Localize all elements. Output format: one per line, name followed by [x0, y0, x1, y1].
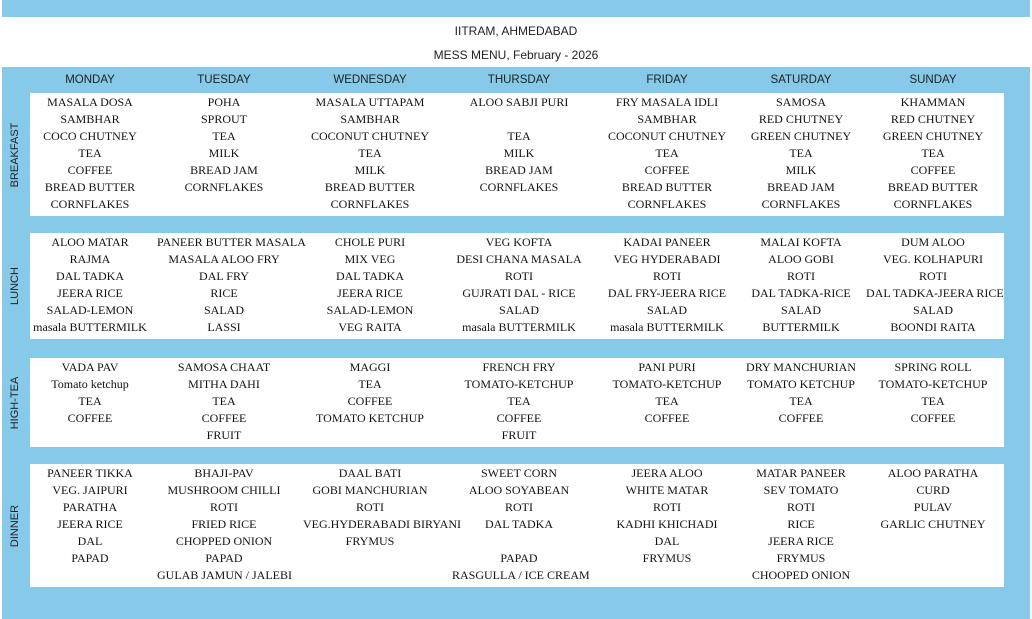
menu-item: ROTI [919, 269, 947, 283]
menu-item: VEG.HYDERABADI BIRYANI [303, 517, 461, 531]
menu-item: CHOOPED ONION [751, 568, 851, 582]
menu-item: DUM ALOO [901, 235, 965, 249]
menu-item: JEERA RICE [337, 286, 403, 300]
menu-item: TOMATO KETCHUP [316, 411, 424, 425]
menu-item: SALAD [912, 303, 953, 317]
menu-item: ROTI [787, 500, 815, 514]
menu-item: MASALA ALOO FRY [168, 252, 280, 266]
menu-item: LASSI [207, 320, 241, 334]
menu-item: GULAB JAMUN / JALEBI [157, 568, 292, 582]
menu-item: MASALA UTTAPAM [315, 95, 425, 109]
menu-item: DAL FRY [199, 269, 249, 283]
menu-item: ALOO SABJI PURI [469, 95, 569, 109]
menu-item: COCO CHUTNEY [43, 129, 137, 143]
menu-item: SAMBHAR [60, 112, 120, 126]
menu-item: RICE [210, 286, 238, 300]
menu-item: GUJRATI DAL - RICE [462, 286, 576, 300]
menu-item: MILK [354, 163, 386, 177]
menu-item: CURD [916, 483, 950, 497]
menu-item: MAGGI [349, 360, 391, 374]
menu-item: SALAD-LEMON [46, 303, 134, 317]
menu-item: SAMBHAR [637, 112, 697, 126]
menu-item: SWEET CORN [480, 466, 558, 480]
menu-item: DAL TADKA [55, 269, 125, 283]
menu-item: COFFEE [496, 411, 542, 425]
menu-sheet [2, 0, 1030, 619]
meal-panel-lunch [30, 233, 1004, 339]
menu-item: BREAD BUTTER [324, 180, 416, 194]
menu-item: WHITE MATAR [625, 483, 709, 497]
menu-item: SPROUT [200, 112, 247, 126]
menu-item: CORNFLAKES [627, 197, 707, 211]
menu-item: MILK [785, 163, 817, 177]
menu-item: VEG HYDERABADI [613, 252, 721, 266]
menu-item: PANI PURI [638, 360, 696, 374]
menu-item: MUSHROOM CHILLI [167, 483, 281, 497]
day-header-saturday: SATURDAY [770, 74, 832, 86]
menu-item: FRIED RICE [191, 517, 257, 531]
menu-item: BOONDI RAITA [890, 320, 976, 334]
menu-item: RICE [787, 517, 815, 531]
menu-item: MILK [208, 146, 240, 160]
day-header-monday: MONDAY [65, 74, 115, 86]
menu-item: JEERA RICE [57, 517, 123, 531]
menu-item: CORNFLAKES [761, 197, 841, 211]
menu-item: ALOO SOYABEAN [468, 483, 570, 497]
meal-panel-high-tea [30, 358, 1004, 447]
menu-item: VEG. KOLHAPURI [883, 252, 983, 266]
menu-item: SEV TOMATO [763, 483, 839, 497]
menu-item: JEERA ALOO [631, 466, 703, 480]
menu-item: SALAD [498, 303, 539, 317]
menu-item: KADHI KHICHADI [616, 517, 718, 531]
menu-item: TEA [212, 129, 236, 143]
menu-item: ROTI [505, 269, 533, 283]
menu-item: TEA [789, 394, 813, 408]
menu-item: PULAV [913, 500, 953, 514]
menu-item: PANEER BUTTER MASALA [157, 235, 306, 249]
menu-item: SALAD [646, 303, 687, 317]
menu-item: COFFEE [778, 411, 824, 425]
menu-item: ROTI [210, 500, 238, 514]
menu-item: BREAD BUTTER [621, 180, 713, 194]
menu-item: DAL [77, 534, 103, 548]
menu-item: COFFEE [347, 394, 393, 408]
menu-item: CHOPPED ONION [175, 534, 273, 548]
menu-item: FRUIT [206, 428, 242, 442]
menu-item: ROTI [653, 269, 681, 283]
menu-item: SAMBHAR [340, 112, 400, 126]
menu-item: RED CHUTNEY [758, 112, 844, 126]
menu-item: FRY MASALA IDLI [615, 95, 719, 109]
day-header-thursday: THURSDAY [487, 74, 551, 86]
menu-item: RASGULLA / ICE CREAM [452, 568, 590, 582]
menu-item: COFFEE [910, 411, 956, 425]
menu-item: TEA [655, 394, 679, 408]
menu-item: MITHA DAHI [188, 377, 260, 391]
menu-item: BUTTERMILK [762, 320, 840, 334]
title-band [2, 17, 1030, 67]
menu-item: TOMATO-KETCHUP [612, 377, 722, 391]
meal-label-text: HIGH-TEA [9, 376, 21, 429]
menu-item: ROTI [787, 269, 815, 283]
menu-item: TOMATO-KETCHUP [464, 377, 574, 391]
meal-label-text: DINNER [9, 504, 21, 547]
menu-item: KADAI PANEER [623, 235, 711, 249]
menu-item: DAL FRY-JEERA RICE [607, 286, 727, 300]
menu-item: SALAD-LEMON [326, 303, 414, 317]
menu-item: POHA [207, 95, 241, 109]
menu-item: ROTI [505, 500, 533, 514]
menu-item: FRUIT [501, 428, 537, 442]
menu-item: COFFEE [201, 411, 247, 425]
menu-item: TOMATO-KETCHUP [878, 377, 988, 391]
menu-item: COCONUT CHUTNEY [607, 129, 727, 143]
menu-item: JEERA RICE [768, 534, 834, 548]
menu-item: DAAL BATI [338, 466, 402, 480]
institute-name: IITRAM, AHMEDABAD [454, 24, 578, 38]
menu-item: Tomato ketchup [51, 377, 129, 391]
menu-item: PANEER TIKKA [47, 466, 133, 480]
menu-item: ALOO GOBI [768, 252, 834, 266]
menu-item: COFFEE [67, 411, 113, 425]
menu-item: PAPAD [205, 551, 243, 565]
menu-item: ROTI [356, 500, 384, 514]
day-header-friday: FRIDAY [646, 74, 688, 86]
menu-item: PAPAD [71, 551, 109, 565]
menu-item: TEA [78, 394, 102, 408]
menu-item: MASALA DOSA [47, 95, 133, 109]
menu-item: RAJMA [69, 252, 111, 266]
menu-item: DAL TADKA [484, 517, 554, 531]
menu-item: TEA [78, 146, 102, 160]
menu-item: FRYMUS [345, 534, 395, 548]
meal-panel-dinner [30, 464, 1004, 587]
menu-item: COFFEE [67, 163, 113, 177]
menu-item: TOMATO KETCHUP [747, 377, 855, 391]
menu-item: FRYMUS [642, 551, 692, 565]
menu-item: CORNFLAKES [50, 197, 130, 211]
menu-item: SALAD [780, 303, 821, 317]
menu-item: COFFEE [910, 163, 956, 177]
menu-item: FRENCH FRY [482, 360, 556, 374]
menu-item: COFFEE [644, 163, 690, 177]
menu-item: TEA [507, 394, 531, 408]
menu-item: CORNFLAKES [330, 197, 410, 211]
menu-item: GARLIC CHUTNEY [880, 517, 986, 531]
menu-item: GREEN CHUTNEY [882, 129, 984, 143]
menu-item: DRY MANCHURIAN [746, 360, 856, 374]
menu-item: GREEN CHUTNEY [750, 129, 852, 143]
menu-item: PARATHA [62, 500, 118, 514]
menu-item: COFFEE [644, 411, 690, 425]
menu-item: KHAMMAN [900, 95, 966, 109]
menu-item: BREAD JAM [485, 163, 553, 177]
menu-item: CORNFLAKES [479, 180, 559, 194]
menu-item: SAMOSA [775, 95, 826, 109]
menu-item: CORNFLAKES [184, 180, 264, 194]
menu-item: MATAR PANEER [756, 466, 846, 480]
menu-item: MIX VEG [344, 252, 396, 266]
day-header-tuesday: TUESDAY [197, 74, 251, 86]
menu-item: BHAJI-PAV [194, 466, 254, 480]
menu-item: BREAD JAM [767, 180, 835, 194]
menu-item: BREAD BUTTER [887, 180, 979, 194]
menu-item: DESI CHANA MASALA [456, 252, 582, 266]
menu-item: JEERA RICE [57, 286, 123, 300]
menu-item: COCONUT CHUTNEY [310, 129, 430, 143]
menu-item: ROTI [653, 500, 681, 514]
menu-item: MALAI KOFTA [760, 235, 842, 249]
menu-title: MESS MENU, February - 2026 [433, 48, 599, 62]
menu-item: DAL TADKA [335, 269, 405, 283]
menu-item: DAL TADKA-JEERA RICE [866, 286, 1004, 300]
menu-item: SPRING ROLL [894, 360, 972, 374]
menu-item: DAL TADKA-RICE [751, 286, 851, 300]
menu-item: masala BUTTERMILK [610, 320, 724, 334]
menu-item: DAL [654, 534, 680, 548]
menu-item: TEA [507, 129, 531, 143]
menu-item: MILK [503, 146, 535, 160]
menu-item: VEG RAITA [338, 320, 402, 334]
day-header-sunday: SUNDAY [909, 74, 957, 86]
menu-item: BREAD JAM [190, 163, 258, 177]
menu-item: TEA [212, 394, 236, 408]
menu-item: BREAD BUTTER [44, 180, 136, 194]
menu-item: masala BUTTERMILK [462, 320, 576, 334]
menu-item: SALAD [203, 303, 244, 317]
menu-item: FRYMUS [776, 551, 826, 565]
menu-item: TEA [358, 377, 382, 391]
menu-item: masala BUTTERMILK [33, 320, 147, 334]
menu-item: PAPAD [500, 551, 538, 565]
menu-item: VEG KOFTA [485, 235, 553, 249]
menu-item: SAMOSA CHAAT [177, 360, 271, 374]
menu-item: CORNFLAKES [893, 197, 973, 211]
menu-item: GOBI MANCHURIAN [312, 483, 428, 497]
menu-item: ALOO MATAR [51, 235, 129, 249]
meal-label-text: LUNCH [9, 267, 21, 305]
menu-item: RED CHUTNEY [890, 112, 976, 126]
menu-item: VADA PAV [61, 360, 119, 374]
menu-item: TEA [789, 146, 813, 160]
menu-item: ALOO PARATHA [887, 466, 979, 480]
meal-panel-breakfast [30, 93, 1004, 216]
menu-item: TEA [921, 146, 945, 160]
day-header-wednesday: WEDNESDAY [333, 74, 407, 86]
menu-item: CHOLE PURI [334, 235, 406, 249]
menu-item: TEA [655, 146, 679, 160]
meal-label-text: BREAKFAST [9, 122, 21, 187]
menu-item: TEA [358, 146, 382, 160]
menu-item: TEA [921, 394, 945, 408]
menu-item: VEG. JAIPURI [52, 483, 128, 497]
